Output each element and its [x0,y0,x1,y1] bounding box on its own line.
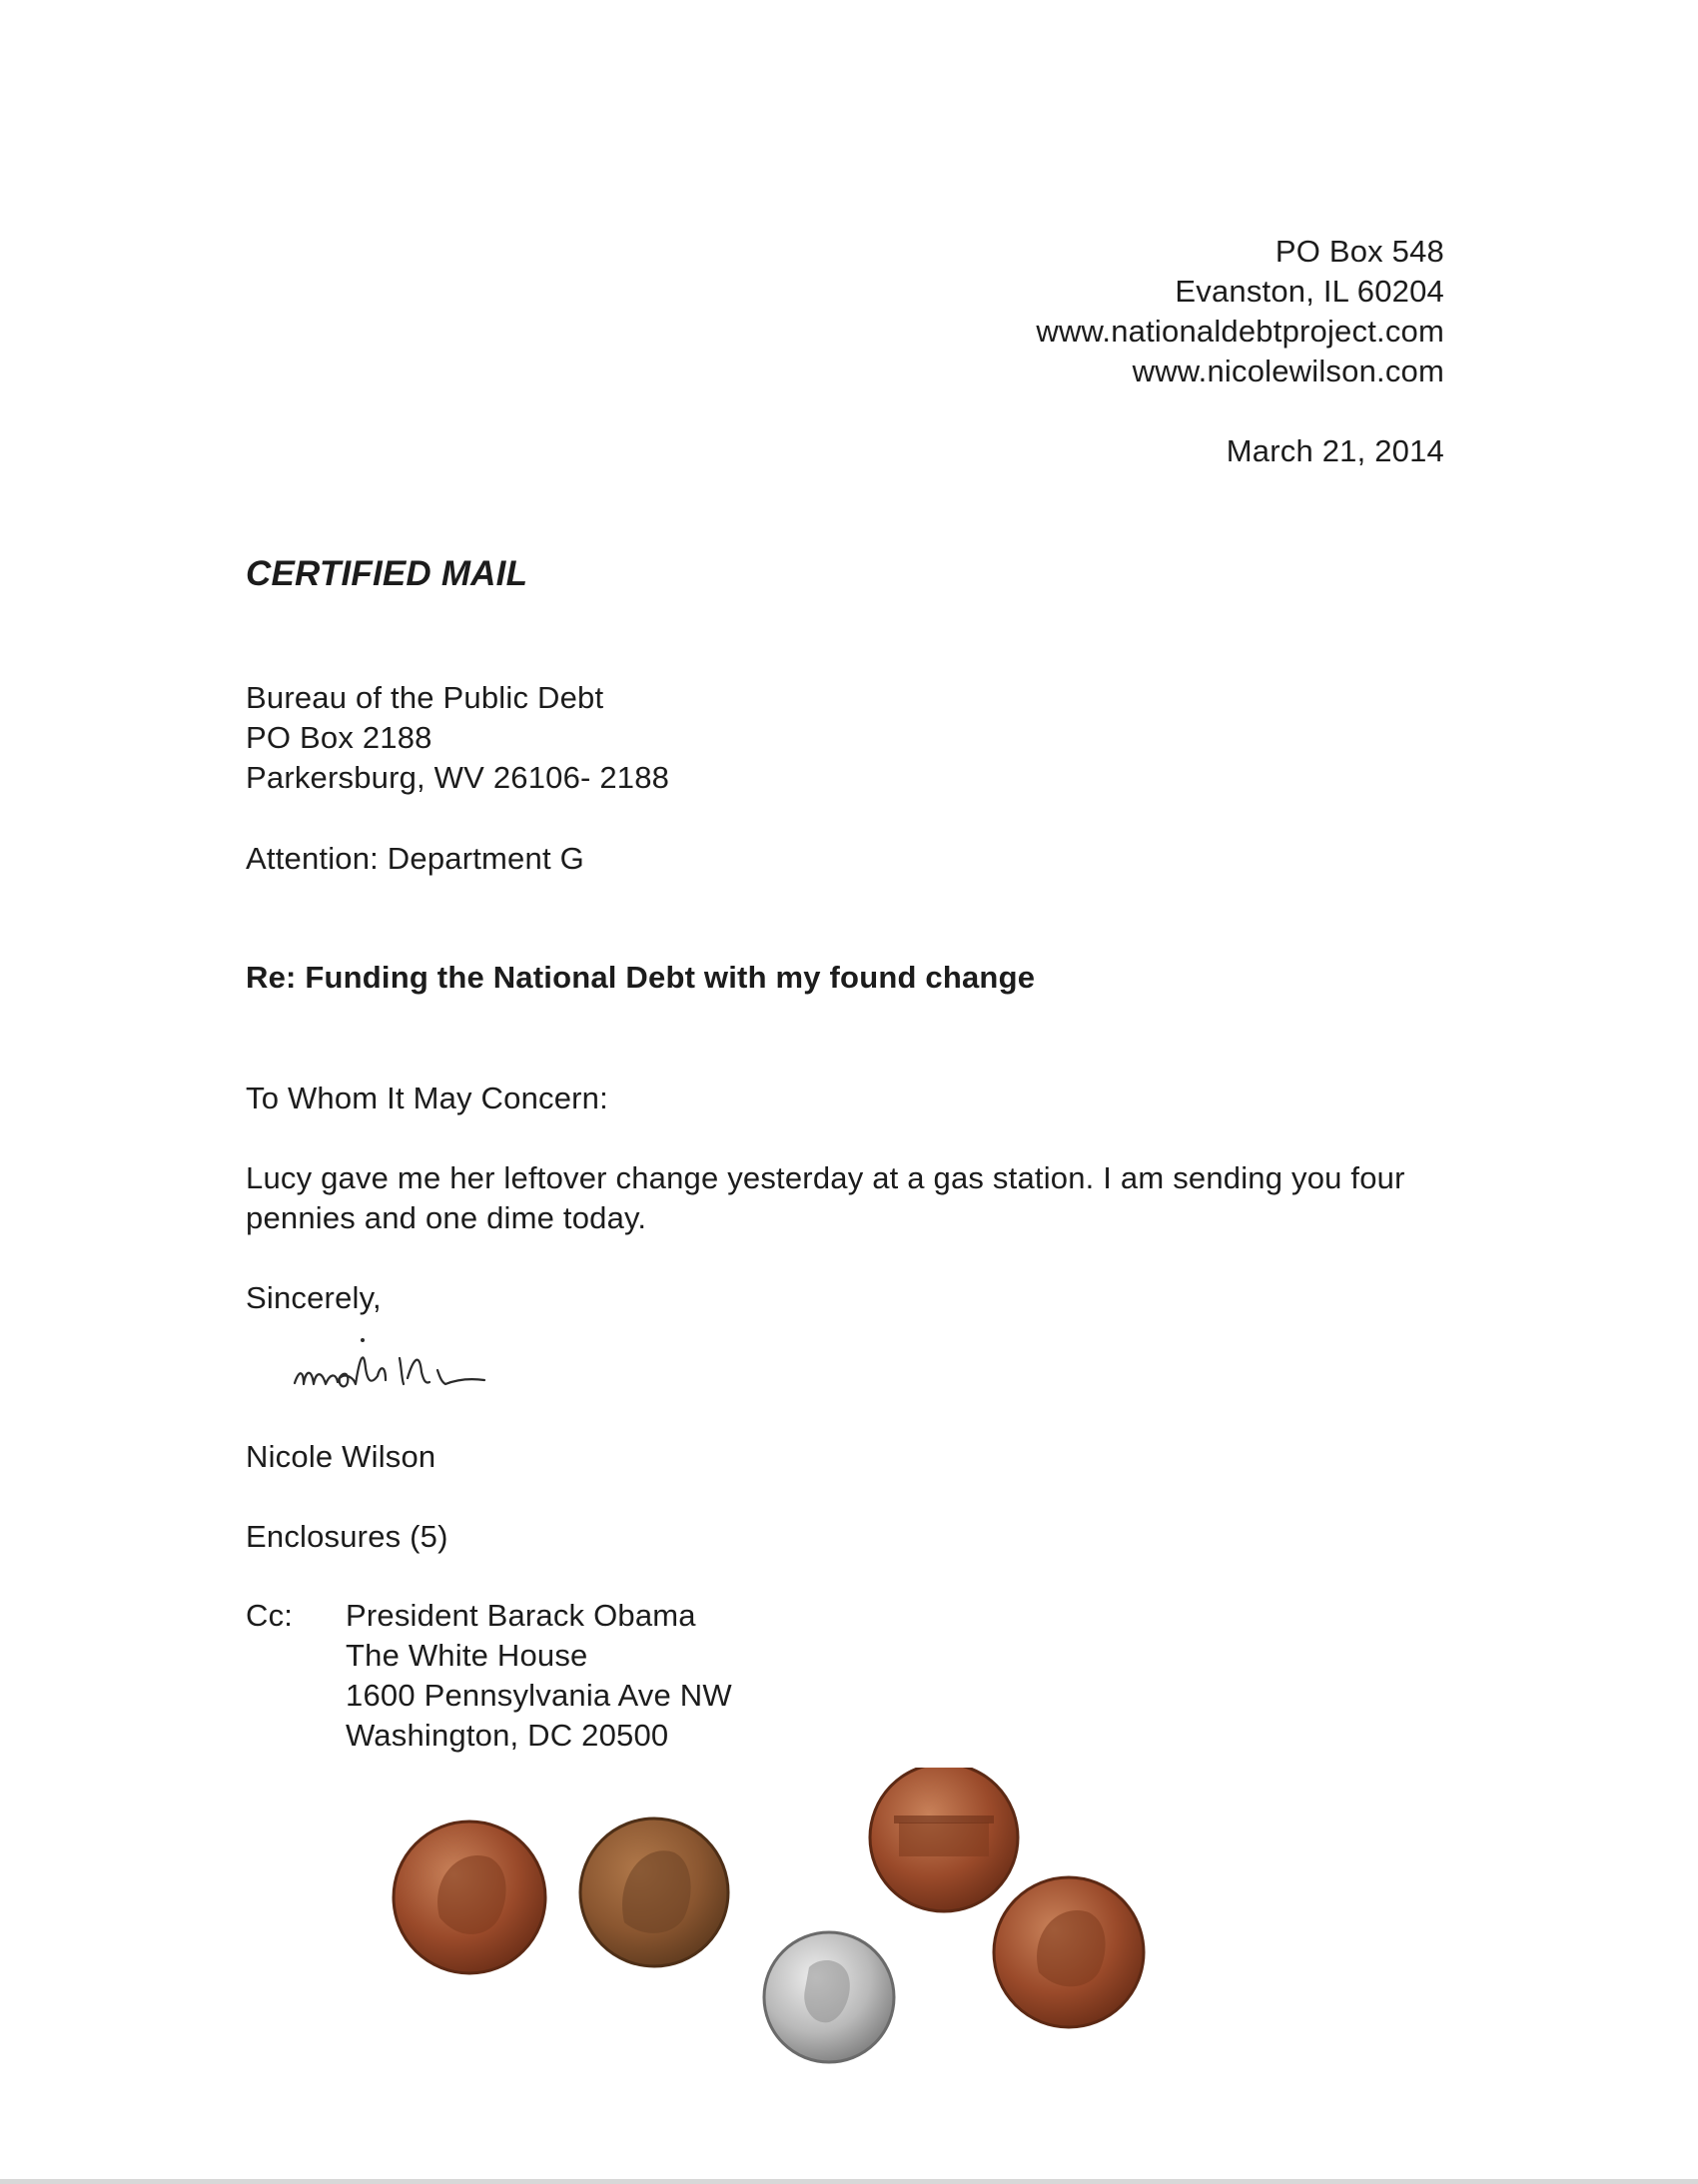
penny-3 [870,1768,1018,1911]
attention-line: Attention: Department G [246,841,584,876]
penny-2 [580,1819,728,1966]
letter-body: Lucy gave me her leftover change yesterday at a gas station. I am sending you four pennies and one dime today. [246,1160,1405,1235]
closing: Sincerely, [246,1280,382,1315]
recipient-line: Parkersburg, WV 26106- 2188 [246,760,670,795]
penny-4 [994,1877,1144,2027]
recipient-line: PO Box 2188 [246,720,432,755]
letterhead-address [1036,232,1444,391]
enclosed-coins [370,1768,1189,2077]
scan-edge [0,2179,1698,2184]
delivery-method: CERTIFIED MAIL [246,554,528,593]
handwritten-signature [290,1328,559,1408]
letterhead-line: www.nationaldebtproject.com [1036,314,1444,349]
cc-label: Cc: [246,1598,294,1633]
enclosures-note: Enclosures (5) [246,1519,448,1554]
recipient-address [246,678,669,798]
penny-1 [394,1821,545,1973]
dime [764,1932,894,2062]
cc-line: Washington, DC 20500 [346,1718,669,1753]
letterhead-line: PO Box 548 [1274,234,1444,269]
cc-line: President Barack Obama [346,1598,696,1633]
cc-line: The White House [346,1638,588,1673]
sender-name: Nicole Wilson [246,1439,436,1474]
recipient-line: Bureau of the Public Debt [246,680,604,715]
letterhead-line: Evanston, IL 60204 [1175,274,1444,309]
cc-line: 1600 Pennsylvania Ave NW [346,1678,732,1713]
subject-line: Re: Funding the National Debt with my found change [246,960,1036,995]
cc-address [346,1596,732,1756]
letterhead-line: www.nicolewilson.com [1132,354,1444,388]
letter-date: March 21, 2014 [1226,433,1444,468]
salutation: To Whom It May Concern: [246,1081,608,1115]
